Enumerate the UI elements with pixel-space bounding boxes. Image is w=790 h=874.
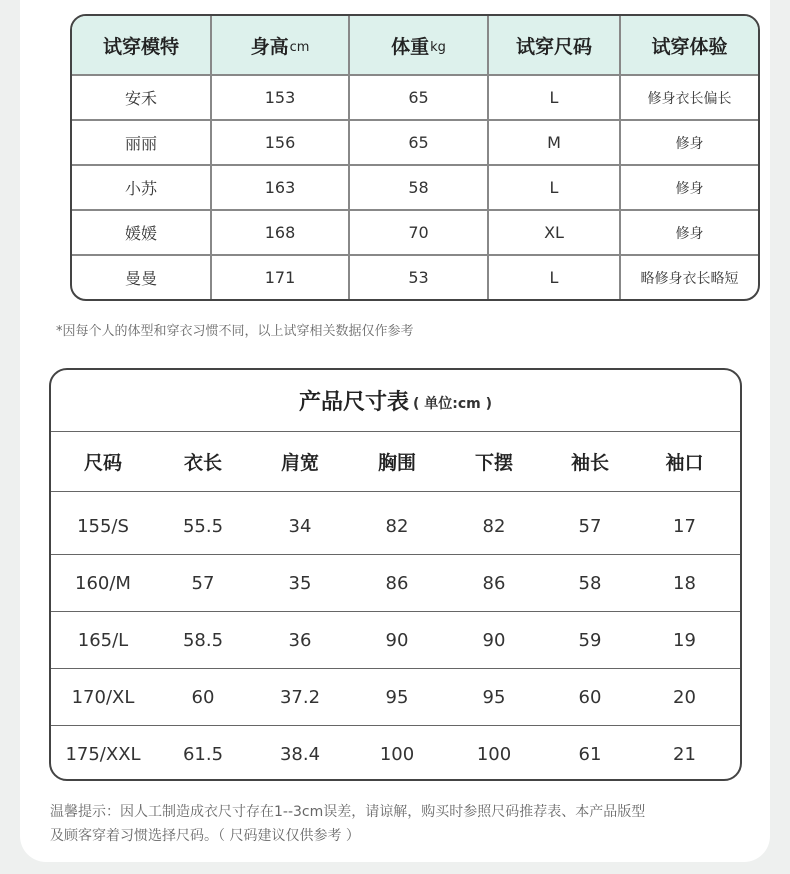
model-height: 171 [210, 256, 348, 299]
size-table-header [51, 432, 740, 492]
header-height: 身高 cm [210, 16, 348, 74]
table-row [51, 726, 740, 781]
size-chest: 95 [385, 686, 409, 708]
size-shoulder: 35 [288, 572, 312, 594]
size-chest: 82 [385, 515, 409, 537]
model-weight: 58 [348, 166, 487, 209]
model-size: L [487, 76, 619, 119]
size-length: 55.5 [182, 515, 224, 537]
size-shoulder: 38.4 [279, 744, 321, 765]
header-chest: 胸围 [377, 452, 416, 474]
table-row [51, 669, 740, 726]
size-length: 60 [191, 686, 215, 708]
header-weight: 体重 kg [348, 16, 487, 74]
model-experience: 修身 [619, 166, 758, 209]
size-hem: 95 [482, 686, 506, 708]
size-chest: 100 [379, 744, 415, 765]
size-length: 57 [191, 572, 215, 594]
table-row [72, 164, 758, 209]
model-height: 156 [210, 121, 348, 164]
size-tip-line-1: 温馨提示：因人工制造成衣尺寸存在1--3cm误差，请谅解，购买时参照尺码推荐表、本产品版型 [50, 804, 646, 820]
size-length: 61.5 [182, 744, 224, 765]
table-row [72, 74, 758, 119]
size-hem: 90 [482, 629, 506, 651]
model-weight: 65 [348, 121, 487, 164]
table-row [51, 612, 740, 669]
size-cuff: 21 [673, 744, 696, 765]
header-size: 尺码 [83, 452, 122, 474]
table-row [72, 254, 758, 299]
model-table-note: *因每个人的体型和穿衣习惯不同，以上试穿相关数据仅作参考 [56, 324, 414, 339]
size-shoulder: 36 [288, 629, 312, 651]
header-model: 试穿模特 [102, 35, 179, 58]
model-fitting-table [70, 14, 760, 301]
size-hem: 82 [482, 515, 506, 537]
size-cuff: 18 [673, 572, 696, 594]
size-length: 58.5 [182, 629, 224, 651]
size-cuff: 17 [673, 515, 696, 537]
size-sleeve-length: 60 [578, 686, 602, 708]
model-experience: 修身 [619, 211, 758, 254]
table-row [51, 498, 740, 555]
header-experience: 试穿体验 [619, 16, 758, 74]
model-height: 153 [210, 76, 348, 119]
size-sleeve-length: 58 [578, 572, 602, 594]
model-experience: 修身衣长偏长 [619, 76, 758, 119]
model-experience: 略修身衣长略短 [619, 256, 758, 299]
header-hem: 下摆 [474, 452, 513, 474]
header-cuff: 袖口 [665, 452, 704, 474]
model-name: 安禾 [124, 89, 157, 108]
model-name: 曼曼 [124, 269, 157, 288]
model-size: M [487, 121, 619, 164]
size-tip-line-2: 及顾客穿着习惯选择尺码。（ 尺码建议仅供参考 ） [50, 828, 360, 844]
model-height: 163 [210, 166, 348, 209]
size-sleeve-length: 61 [578, 744, 602, 765]
model-name: 小苏 [124, 179, 157, 198]
table-row [51, 555, 740, 612]
header-sleeve-length: 袖长 [570, 452, 609, 474]
table-row [72, 119, 758, 164]
header-shoulder: 肩宽 [280, 452, 319, 474]
model-height: 168 [210, 211, 348, 254]
size-sleeve-length: 57 [578, 515, 602, 537]
model-size: L [487, 256, 619, 299]
size-label: 165/L [77, 629, 129, 651]
model-weight: 70 [348, 211, 487, 254]
header-length: 衣长 [183, 452, 222, 474]
model-size: XL [487, 211, 619, 254]
size-label: 160/M [75, 572, 131, 594]
product-size-table [49, 368, 742, 781]
header-size: 试穿尺码 [487, 16, 619, 74]
size-table-unit: ( 单位:cm ) [412, 395, 493, 412]
model-name: 丽丽 [124, 134, 157, 153]
size-table-title-text: 产品尺寸表 [298, 390, 409, 415]
size-cuff: 20 [673, 686, 696, 708]
size-sleeve-length: 59 [578, 629, 602, 651]
size-cuff: 19 [673, 629, 696, 651]
size-hem: 86 [482, 572, 506, 594]
table-row [72, 209, 758, 254]
size-label: 175/XXL [65, 744, 141, 765]
size-table-title [51, 370, 740, 432]
size-chest: 86 [385, 572, 409, 594]
model-size: L [487, 166, 619, 209]
model-experience: 修身 [619, 121, 758, 164]
size-hem: 100 [476, 744, 512, 765]
size-shoulder: 34 [288, 515, 312, 537]
size-tip [50, 800, 750, 848]
size-label: 155/S [77, 515, 129, 537]
size-shoulder: 37.2 [279, 686, 321, 708]
model-table-header [72, 16, 758, 74]
size-label: 170/XL [71, 686, 135, 708]
size-chest: 90 [385, 629, 409, 651]
model-name: 媛媛 [124, 224, 157, 243]
model-weight: 65 [348, 76, 487, 119]
model-weight: 53 [348, 256, 487, 299]
